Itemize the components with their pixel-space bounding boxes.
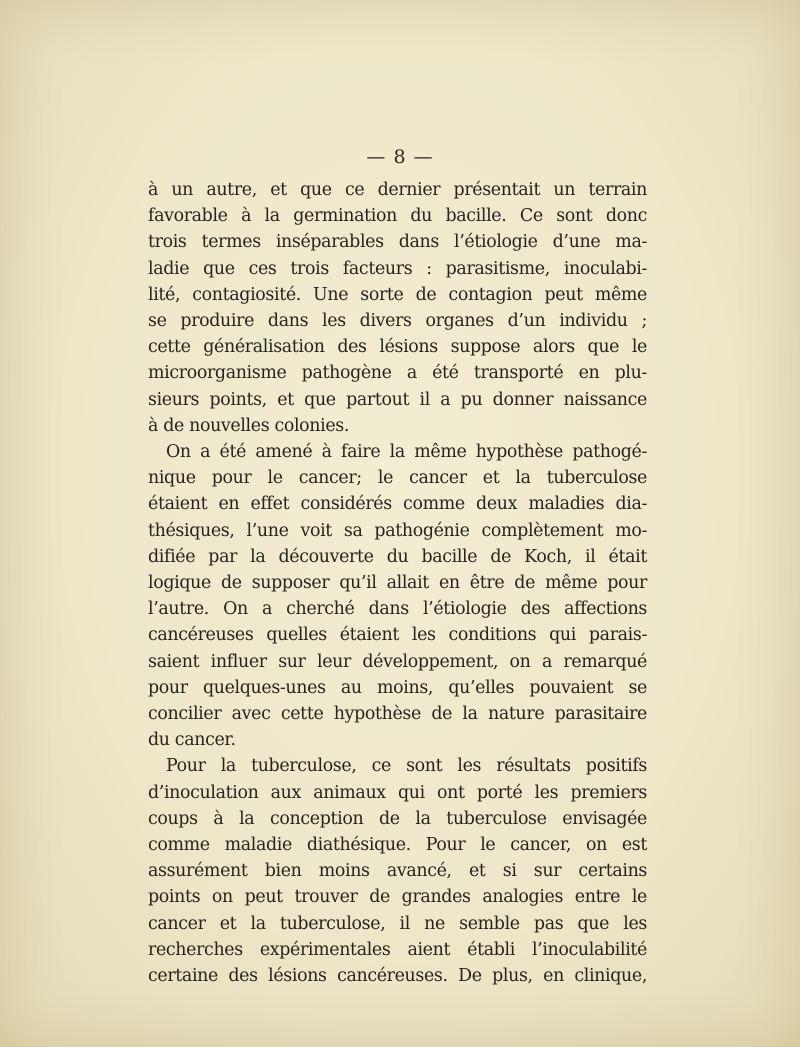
text-line: ladie que ces trois facteurs : parasitisme, inoculabi- xyxy=(148,258,647,279)
text-line: trois termes inséparables dans l’étiologie d’une ma- xyxy=(148,232,647,253)
text-line: lité, contagiosité. Une sorte de contagion peut même xyxy=(148,284,647,305)
text-line: saient influer sur leur développement, on a remarqué xyxy=(148,651,647,672)
text-line: thésiques, l’une voit sa pathogénie complètement mo- xyxy=(148,520,647,541)
text-line: points on peut trouver de grandes analogies entre le xyxy=(148,887,647,908)
text-line: favorable à la germination du bacille. Ce sont donc xyxy=(148,206,647,227)
text-line: l’autre. On a cherché dans l’étiologie des affections xyxy=(148,599,647,620)
text-line: microorganisme pathogène a été transporté en plu- xyxy=(148,363,647,384)
text-line: Pour la tuberculose, ce sont les résultats positifs xyxy=(166,756,647,777)
text-line: à un autre, et que ce dernier présentait un terrain xyxy=(148,180,647,200)
text-line: d’inoculation aux animaux qui ont porté les premiers xyxy=(148,782,647,803)
paragraph-3 xyxy=(148,753,647,989)
text-line: comme maladie diathésique. Pour le cancer, on est xyxy=(148,835,647,856)
paragraph-2 xyxy=(148,439,647,753)
text-line: recherches expérimentales aient établi l’inoculabilité xyxy=(148,939,647,960)
text-line: difiée par la découverte du bacille de Koch, il était xyxy=(148,546,647,567)
text-line: On a été amené à faire la même hypothèse pathogé- xyxy=(166,442,647,463)
text-line: à de nouvelles colonies. xyxy=(148,415,350,436)
text-line: coups à la conception de la tuberculose envisagée xyxy=(148,808,647,829)
text-line: nique pour le cancer; le cancer et la tuberculose xyxy=(148,468,647,489)
text-line: cette généralisation des lésions suppose alors que le xyxy=(148,337,647,358)
body-text xyxy=(148,177,647,989)
text-line: se produire dans les divers organes d’un individu ; xyxy=(148,311,647,332)
paragraph-1 xyxy=(148,177,647,439)
text-line: pour quelques-unes au moins, qu’elles pouvaient se xyxy=(148,677,647,698)
text-line: cancer et la tuberculose, il ne semble pas que les xyxy=(148,913,647,934)
text-line: cancéreuses quelles étaient les conditions qui parais- xyxy=(148,625,647,646)
text-line: logique de supposer qu’il allait en être de même pour xyxy=(148,573,647,594)
text-line: assurément bien moins avancé, et si sur certains xyxy=(148,861,647,882)
text-line: étaient en effet considérés comme deux maladies dia- xyxy=(148,494,647,515)
text-line: concilier avec cette hypothèse de la nature parasitaire xyxy=(148,704,647,725)
text-line: du cancer. xyxy=(148,730,236,751)
text-line: sieurs points, et que partout il a pu donner naissance xyxy=(148,389,647,410)
page-number: — 8 — xyxy=(366,146,434,168)
text-line: certaine des lésions cancéreuses. De plus, en clinique, xyxy=(148,966,647,987)
